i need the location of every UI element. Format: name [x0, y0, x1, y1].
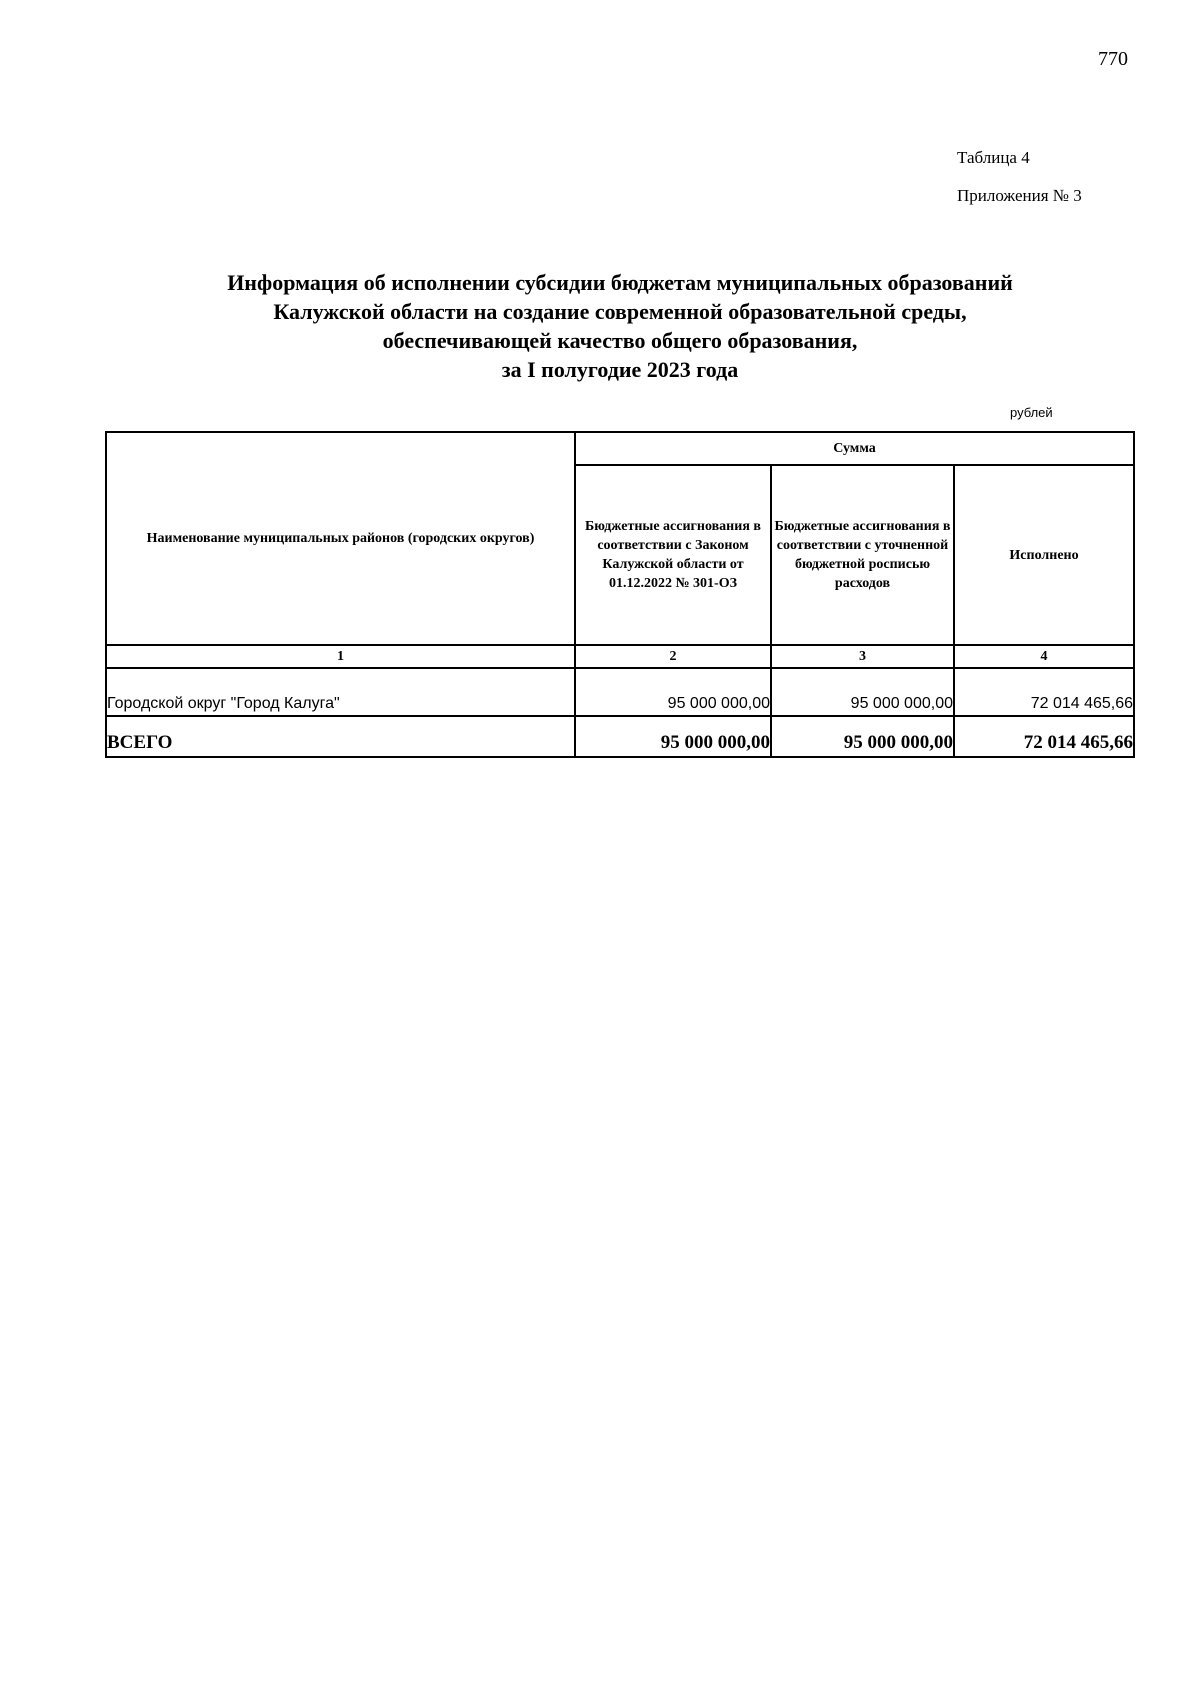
column-number: 3 — [771, 645, 954, 668]
document-title — [100, 268, 1140, 384]
column-number: 4 — [954, 645, 1134, 668]
total-law-allocation: 95 000 000,00 — [575, 716, 771, 757]
total-label: ВСЕГО — [106, 716, 575, 757]
header-executed: Исполнено — [954, 465, 1134, 645]
total-row — [106, 716, 1134, 757]
page-number: 770 — [1098, 48, 1128, 70]
title-line-4: за I полугодие 2023 года — [501, 357, 739, 382]
header-name: Наименование муниципальных районов (городских округов) — [106, 432, 575, 645]
municipality-name: Городской округ "Город Калуга" — [106, 668, 575, 716]
total-executed: 72 014 465,66 — [954, 716, 1134, 757]
title-line-3: обеспечивающей качество общего образования, — [382, 328, 858, 353]
header-revised-allocation: Бюджетные ассигнования в соответствии с уточненной бюджетной росписью расходов — [771, 465, 954, 645]
revised-allocation-value: 95 000 000,00 — [771, 668, 954, 716]
column-number: 2 — [575, 645, 771, 668]
table-reference: Таблица 4 — [957, 148, 1030, 167]
table-row — [106, 668, 1134, 716]
units-label: рублей — [1010, 405, 1053, 420]
header-law-allocation: Бюджетные ассигнования в соответствии с Законом Калужской области от 01.12.2022 № 301-ОЗ — [575, 465, 771, 645]
column-number: 1 — [106, 645, 575, 668]
appendix-reference: Приложения № 3 — [957, 186, 1082, 205]
title-line-1: Информация об исполнении субсидии бюджетам муниципальных образований — [227, 270, 1013, 295]
executed-value: 72 014 465,66 — [954, 668, 1134, 716]
law-allocation-value: 95 000 000,00 — [575, 668, 771, 716]
title-line-2: Калужской области на создание современной образовательной среды, — [273, 299, 967, 324]
total-revised-allocation: 95 000 000,00 — [771, 716, 954, 757]
header-sum: Сумма — [575, 432, 1134, 465]
subsidy-table — [105, 431, 1135, 758]
